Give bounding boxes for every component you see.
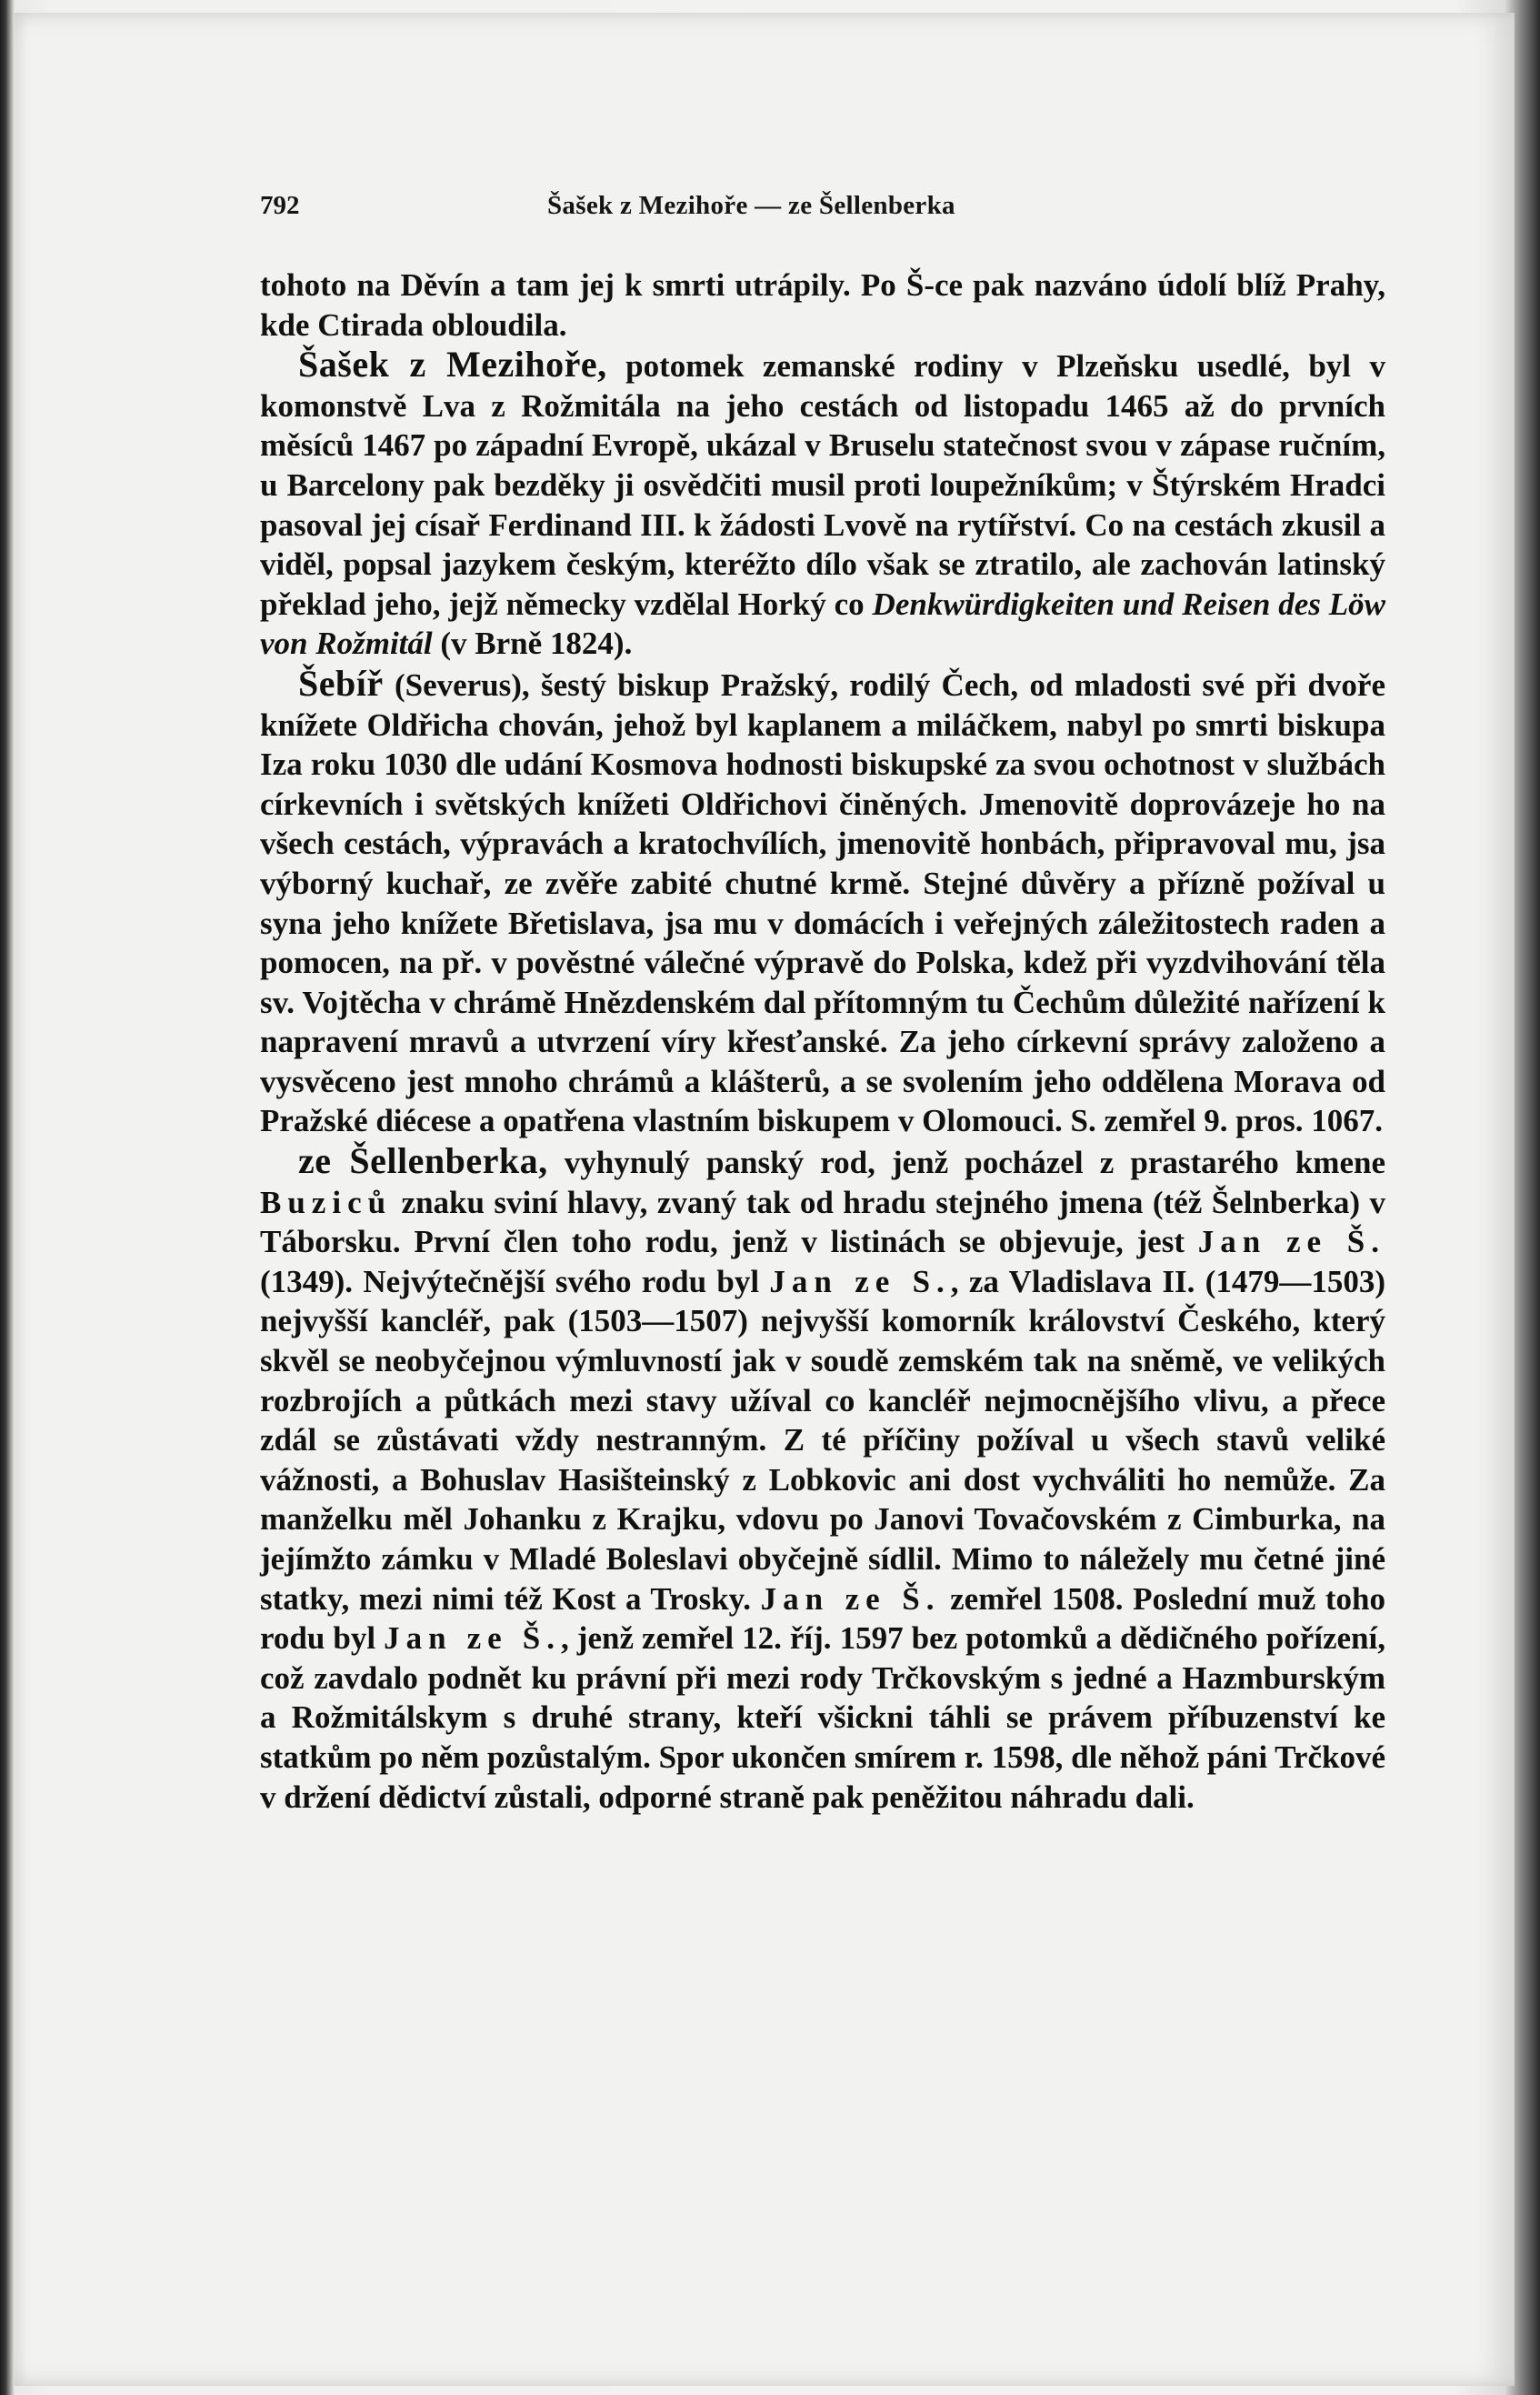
entry-sellenberk-text-5: zemřel 1508. Poslední muž toho rodu byl [260, 1580, 1385, 1657]
entry-sellenberk-text-3: (1349). Nejvýtečnější svého rodu byl [260, 1263, 770, 1299]
entry-sellenberk [260, 1141, 1385, 1817]
entry-sasek-text-1: potomek zemanské rodiny v Plzeňsku usedlé, byl v komonstvě Lva z Rožmitála na jeho cestách od listopadu 1465 až do prvních měsíců 1467 po západní Evropě, ukázal v Bruselu statečnost svou v zápase ručním, u Barcelony pak bezděky ji osvědčiti musil proti loupežníkům; v Štýrském Hradci pasoval jej císař Ferdinand III. k žádosti Lvově na rytířství. Co na cestách zkusil a viděl, popsal jazykem českým, kteréžto dílo však se ztratilo, ale zachován latinský překlad jeho, jejž německy vzdělal Horký co [260, 348, 1385, 622]
entry-sellenberk-text-2: znaku sviní hlavy, zvaný tak od hradu stejného jmena (též Šelnberka) v Táborsku. První člen toho rodu, jenž v listinách se objevuje, jest [260, 1184, 1385, 1260]
spaced-name-jan-2: Jan ze S. [769, 1263, 951, 1299]
entry-sellenberk-text-6: , jenž zemřel 12. říj. 1597 bez potomků a dědičného pořízení, což zavdalo podnět ku právní při mezi rody Trčkovským s jedné a Hazmburským a Rožmitálskym s druhé strany, kteří všickni táhli se právem příbuzenství ke statkům po něm pozůstalým. Spor ukončen smírem r. 1598, dle něhož páni Trčkové v držení dědictví zůstali, odporné straně pak peněžitou náhradu dali. [260, 1620, 1385, 1815]
entry-sasek-text-2: (v Brně 1824). [432, 626, 633, 662]
entry-sebir-text: (Severus), šestý biskup Pražský, rodilý Čech, od mladosti své při dvoře knížete Oldřicha chován, jehož byl kaplanem a miláčkem, nabyl po smrti biskupa Iza roku 1030 dle udání Kosmova hodnosti biskupské za svou ochotnost v službách církevních i světských knížeti Oldřichovi činěných. Jmenovitě doprovázeje ho na všech cestách, výpravách a kratochvílích, jmenovitě honbách, připravoval mu, jsa výborný kuchař, ze zvěře zabité chutné krmě. Stejné důvěry a přízně požíval u syna jeho knížete Břetislava, jsa mu v domácích i veřejných záležitostech raden a pomocen, na př. v pověstné válečné výpravě do Polska, kdež při vyzdvihování těla sv. Vojtěcha v chrámě Hnězdenském dal přítomným tu Čechům důležité nařízení k napravení mravů a utvrzení víry křesťanské. Za jeho církevní správy založeno a vysvěceno jest mnoho chrámů a klášterů, a se svolením jeho oddělena Morava od Pražské diécese a opatřena vlastním biskupem v Olomouci. S. zemřel 9. pros. 1067. [260, 666, 1385, 1139]
headword-sasek: Šašek z Mezihoře, [298, 344, 607, 386]
running-header [247, 191, 1084, 227]
spaced-name-buzici: Buziců [260, 1184, 393, 1220]
spaced-name-jan-1: Jan ze Š. [1197, 1224, 1385, 1260]
continuation-text: tohoto na Děvín a tam jej k smrti utrápily. Po Š-ce pak nazváno údolí blíž Prahy, kde Ctirada obloudila. [260, 267, 1385, 343]
entry-sellenberk-text-1: vyhynulý panský rod, jenž pocházel z prastarého kmene [547, 1145, 1385, 1181]
headword-sebir: Šebíř [298, 662, 384, 704]
page-number: 792 [260, 191, 300, 220]
entry-sebir [260, 664, 1385, 1141]
headword-sellenberk: ze Šellenberka, [298, 1140, 548, 1182]
body-text [260, 266, 1385, 1817]
entry-sasek [260, 345, 1385, 664]
book-page [15, 13, 1515, 2386]
paragraph-continuation [260, 266, 1385, 345]
running-title: Šašek z Mezihoře — ze Šellenberka [547, 191, 955, 220]
book-title-italic: Denkwürdigkeiten und Reisen des Löw von Rožmitál [260, 586, 1386, 662]
spaced-name-jan-4: Jan ze Š. [384, 1620, 561, 1657]
spaced-name-jan-3: Jan ze Š. [760, 1580, 941, 1617]
entry-sellenberk-text-4: , za Vladislava II. (1479—1503) nejvyšší kancléř, pak (1503—1507) nejvyšší komorník království Českého, který skvěl se neobyčejnou výmluvností jak v soudě zemském tak na sněmě, ve velikých rozbrojích a půtkách mezi stavy užíval co kancléř nejmocnějšího vlivu, a přece zdál se zůstávati vždy nestranným. Z té příčiny požíval u všech stavů veliké vážnosti, a Bohuslav Hasišteinský z Lobkovic ani dost vychváliti ho nemůže. Za manželku měl Johanku z Krajku, vdovu po Janovi Tovačovském z Cimburka, na jejímžto zámku v Mladé Boleslavi obyčejně sídlil. Mimo to náležely mu četné jiné statky, mezi nimi též Kost a Trosky. [260, 1263, 1385, 1617]
